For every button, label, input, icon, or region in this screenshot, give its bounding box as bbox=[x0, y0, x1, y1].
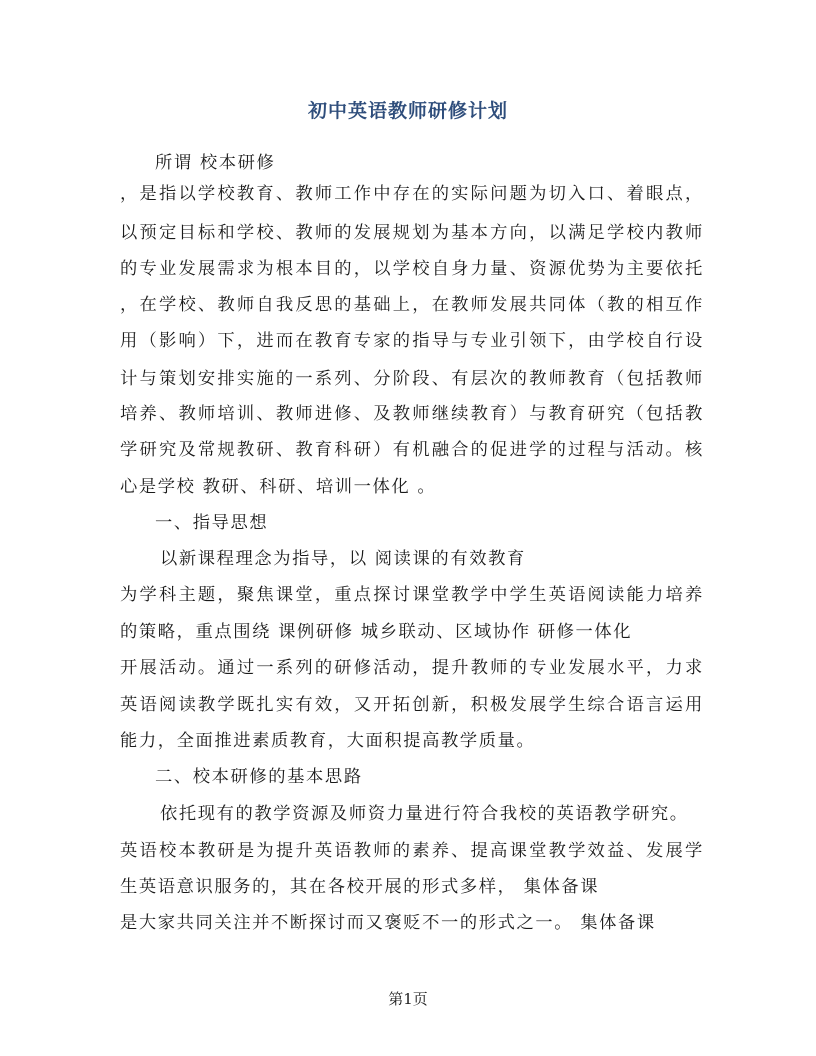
paragraph-line: 英语阅读教学既扎实有效，又开拓创新，积极发展学生综合语言运用 bbox=[120, 695, 705, 715]
paragraph-line: 所谓 校本研修 bbox=[155, 153, 276, 173]
paragraph-line: 培养、教师培训、教师进修、及教师继续教育）与教育研究（包括教 bbox=[120, 404, 705, 424]
paragraph-line: 是大家共同关注并不断探讨而又褒贬不一的形式之一。 集体备课 bbox=[120, 913, 656, 933]
paragraph-line: 以预定目标和学校、教师的发展规划为基本方向，以满足学校内教师 bbox=[120, 223, 705, 243]
paragraph-line: 的策略，重点围绕 课例研修 城乡联动、区域协作 研修一体化 bbox=[120, 622, 633, 642]
page-number: 第1页 bbox=[388, 990, 428, 1008]
paragraph-line: ，是指以学校教育、教师工作中存在的实际问题为切入口、着眼点， bbox=[120, 184, 705, 204]
paragraph-line: 开展活动。通过一系列的研修活动，提升教师的专业发展水平，力求 bbox=[120, 658, 705, 678]
paragraph-line: 心是学校 教研、科研、培训一体化 。 bbox=[120, 477, 437, 497]
paragraph-line: 依托现有的教学资源及师资力量进行符合我校的英语教学研究。 bbox=[160, 804, 689, 824]
paragraph-line: 用（影响）下，进而在教育专家的指导与专业引领下，由学校自行设 bbox=[120, 331, 705, 351]
paragraph-line: 计与策划安排实施的一系列、分阶段、有层次的教师教育（包括教师 bbox=[120, 369, 705, 389]
document-title: 初中英语教师研修计划 bbox=[307, 100, 508, 122]
paragraph-line: 为学科主题，聚焦课堂，重点探讨课堂教学中学生英语阅读能力培养 bbox=[120, 585, 705, 605]
paragraph-line: 的专业发展需求为根本目的，以学校自身力量、资源优势为主要依托 bbox=[120, 259, 705, 279]
section-heading: 二、校本研修的基本思路 bbox=[155, 767, 363, 787]
paragraph-line: 以新课程理念为指导，以 阅读课的有效教育 bbox=[160, 549, 526, 569]
paragraph-line: 学研究及常规教研、教育科研）有机融合的促进学的过程与活动。核 bbox=[120, 440, 705, 460]
paragraph-line: ，在学校、教师自我反思的基础上，在教师发展共同体（教的相互作 bbox=[120, 295, 705, 315]
paragraph-line: 英语校本教研是为提升英语教师的素养、提高课堂教学效益、发展学 bbox=[120, 841, 705, 861]
section-heading: 一、指导思想 bbox=[155, 513, 269, 533]
paragraph-line: 生英语意识服务的，其在各校开展的形式多样， 集体备课 bbox=[120, 877, 600, 897]
paragraph-line: 能力，全面推进素质教育，大面积提高教学质量。 bbox=[120, 731, 536, 751]
